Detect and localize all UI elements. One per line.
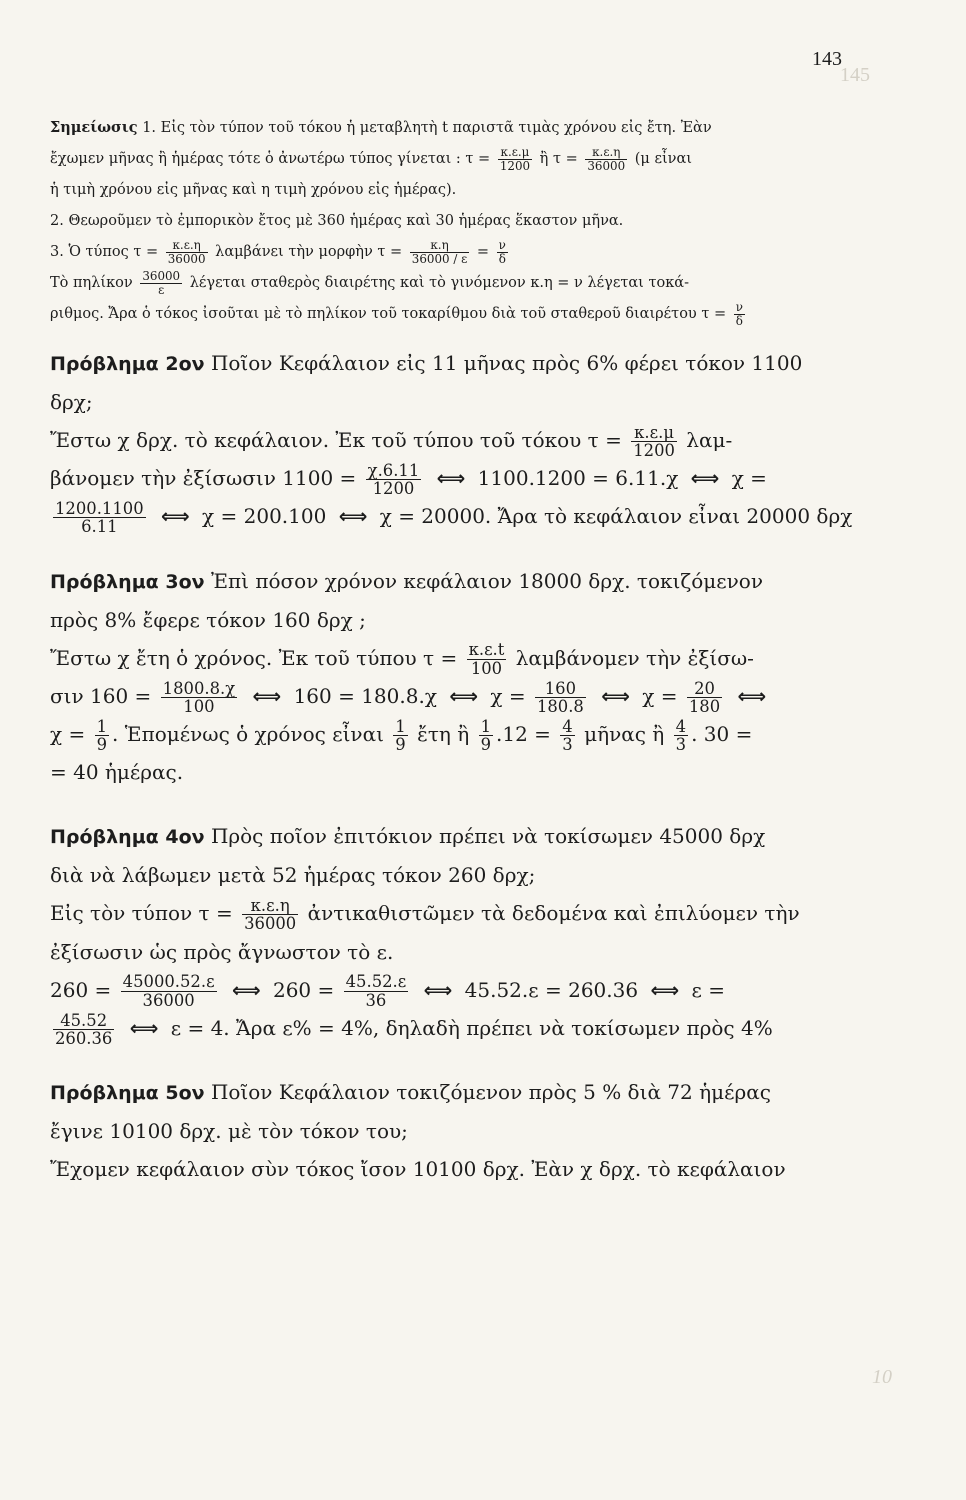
fraction [53, 500, 146, 535]
denominator: 36000 [142, 990, 195, 1010]
denominator: 6.11 [81, 517, 118, 537]
step-text: ε = [691, 977, 725, 1002]
numerator: 45.52 [53, 1012, 114, 1030]
fraction [166, 239, 208, 265]
fraction [560, 718, 574, 753]
problem-3-question-end: πρὸς 8% ἔφερε τόκον 160 δρχ ; [50, 607, 366, 632]
problem-2-title: Πρόβλημα 2ον [50, 353, 205, 375]
equivalence-arrow: ⟺ [449, 683, 478, 708]
step-text: ἔτη ἢ [417, 722, 470, 747]
problem-4-question-text: Πρὸς ποῖον ἐπιτόκιον πρέπει νὰ τοκίσωμεν 45000 δρχ [210, 824, 766, 849]
equivalence-arrow: ⟺ [601, 683, 630, 708]
equivalence-arrow: ⟺ [650, 977, 680, 1002]
denominator: 36 [365, 990, 387, 1010]
problem-5-step-1: Ἔχομεν κεφάλαιον σὺν τόκος ἴσον 10100 δρχ. Ἐὰν χ δρχ. τὸ κεφάλαιον [50, 1156, 786, 1181]
fraction [161, 680, 238, 715]
note-3-line-2 [50, 268, 885, 299]
fraction [140, 270, 182, 296]
fraction [53, 1012, 114, 1047]
numerator: 1 [395, 716, 406, 736]
numerator: κ.ε.η [166, 239, 208, 252]
numerator: κ.ε.μ [631, 424, 677, 442]
numerator: 36000 [142, 269, 181, 284]
note-3-line-3 [50, 299, 885, 330]
numerator: κ.ε.μ [498, 146, 532, 159]
step-text: ε = 4. Ἄρα ε% = 4%, δηλαδὴ πρέπει νὰ τοκίσωμεν πρὸς 4% [170, 1015, 773, 1040]
denominator: 9 [480, 735, 492, 755]
problem-4-step-1 [50, 894, 885, 932]
numerator: 1 [480, 716, 492, 736]
step-text: 260 = [272, 977, 335, 1002]
fraction [498, 146, 532, 172]
step-text: μῆνας ἢ [584, 722, 665, 747]
problem-5-question-text: Ποῖον Κεφάλαιον τοκιζόμενον πρὸς 5 % διὰ 72 ἡμέρας [210, 1079, 771, 1104]
numerator: 160 [535, 680, 586, 698]
note-2: 2. Θεωροῦμεν τὸ ἐμπορικὸν ἔτος μὲ 360 ἡμέρας καὶ 30 ἡμέρας ἕκαστον μῆνα. [50, 213, 624, 229]
denominator: 36000 [244, 914, 297, 934]
step-text: . Ἑπομένως ὁ χρόνος εἶναι [112, 722, 384, 747]
fraction [242, 897, 298, 932]
equals-sign: = [476, 244, 490, 260]
problem-2-step-2 [50, 459, 885, 497]
numerator: 45000.52.ε [122, 972, 215, 992]
problem-5-question-end: ἔγινε 10100 δρχ. μὲ τὸν τόκον του; [50, 1118, 408, 1143]
denominator: 100 [183, 696, 215, 716]
bleed-through-page-number: 145 [840, 64, 870, 86]
numerator: κ.ε.t [468, 640, 505, 660]
step-text: 1100.1200 = 6.11.χ [477, 466, 679, 491]
notes-section [50, 112, 885, 330]
fraction [366, 462, 422, 497]
step-text: σιν 160 = [50, 683, 152, 708]
note-1-line-3: ἡ τιμὴ χρόνου εἰς μῆνας καὶ η τιμὴ χρόνου εἰς ἡμέρας). [50, 182, 457, 198]
note-1-text: 1. Εἰς τὸν τύπον τοῦ τόκου ἡ μεταβλητὴ t παριστᾶ τιμὰς χρόνου εἰς ἔτη. Ἐὰν [142, 120, 712, 136]
step-text: Ἔστω χ δρχ. τὸ κεφάλαιον. Ἐκ τοῦ τύπου τοῦ τόκου τ = [50, 428, 622, 452]
equivalence-arrow: ⟺ [338, 504, 368, 529]
equivalence-arrow: ⟺ [252, 683, 282, 708]
denominator: 3 [675, 735, 687, 755]
fraction [95, 718, 109, 753]
problem-3-step-1 [50, 639, 885, 677]
note-1-line-1 [50, 112, 885, 144]
denominator: 1200 [633, 441, 675, 460]
step-text: ἀντικαθιστῶμεν τὰ δεδομένα καὶ ἐπιλύομεν τὴν [307, 901, 800, 926]
numerator: 1200.1100 [55, 499, 144, 519]
numerator: ν [735, 300, 743, 315]
denominator: 9 [96, 735, 108, 755]
problem-3-step-2 [50, 677, 885, 715]
problem-4-step-3 [50, 971, 885, 1009]
problem-5 [50, 1073, 885, 1188]
step-text: λαμβάνομεν τὴν ἐξίσω- [515, 645, 754, 670]
denominator: 260.36 [55, 1028, 113, 1048]
equivalence-arrow: ⟺ [161, 504, 190, 529]
fraction [497, 239, 508, 265]
step-text: χ = 200.100 [202, 504, 327, 529]
page-number: 143 [812, 48, 842, 70]
fraction [687, 680, 722, 715]
problem-3 [50, 562, 885, 792]
denominator: 3 [562, 735, 573, 755]
problem-2-question-text: Ποῖον Κεφάλαιον εἰς 11 μῆνας πρὸς 6% φέρει τόκον 1100 [210, 351, 803, 375]
problem-5-question [50, 1073, 885, 1112]
problem-4 [50, 817, 885, 1047]
fraction [585, 146, 627, 172]
problem-3-title: Πρόβλημα 3ον [50, 570, 205, 593]
problem-3-question-text: Ἐπὶ πόσον χρόνον κεφάλαιον 18000 δρχ. τοκιζόμενον [210, 568, 763, 593]
fraction [121, 973, 217, 1008]
fraction [535, 680, 586, 715]
problem-2-question [50, 344, 885, 383]
denominator: 180.8 [536, 696, 584, 716]
step-text: . 30 = [691, 722, 753, 747]
step-text: χ = [50, 722, 86, 747]
problem-4-step-2: ἐξίσωσιν ὡς πρὸς ἄγνωστον τὸ ε. [50, 939, 394, 964]
denominator: 36000 [167, 251, 206, 266]
step-text: 160 = 180.8.χ [293, 683, 437, 708]
equivalence-arrow: ⟺ [436, 466, 466, 491]
fraction [393, 718, 407, 753]
step-text: λαμ- [686, 428, 733, 452]
page-content [50, 112, 885, 1214]
note-3-text-c: Τὸ πηλίκον [50, 275, 133, 291]
problem-3-step-4: = 40 ἡμέρας. [50, 760, 184, 785]
fraction [479, 718, 493, 753]
fraction [410, 239, 469, 265]
denominator: 1200 [372, 479, 415, 499]
equivalence-arrow: ⟺ [690, 466, 720, 491]
numerator: 20 [687, 680, 722, 698]
step-text: Ἔστω χ ἔτη ὁ χρόνος. Ἐκ τοῦ τύπου τ = [50, 645, 458, 670]
notes-title: Σημείωσις [50, 119, 138, 136]
step-text: 45.52.ε = 260.36 [464, 977, 639, 1002]
step-text: χ = 20000. Ἄρα τὸ κεφάλαιον εἶναι 20000 δρχ [379, 504, 853, 529]
numerator: χ.6.11 [367, 461, 420, 480]
numerator: 4 [562, 716, 573, 736]
numerator: κ.ε.η [585, 146, 627, 159]
denominator: 36000 [587, 158, 626, 173]
equivalence-arrow: ⟺ [231, 977, 261, 1002]
problem-4-step-4 [50, 1009, 885, 1047]
note-3-text-d: λέγεται σταθερὸς διαιρέτης καὶ τὸ γινόμενον κ.η = ν λέγεται τοκά- [189, 275, 689, 291]
problem-4-question-end: διὰ νὰ λάβωμεν μετὰ 52 ἡμέρας τόκον 260 δρχ; [50, 863, 536, 888]
step-text: χ = [490, 683, 526, 708]
problem-4-question [50, 817, 885, 856]
denominator: 9 [395, 735, 406, 755]
denominator: 100 [470, 658, 503, 678]
note-1-paren: (μ εἶναι [634, 151, 692, 167]
fraction [344, 973, 409, 1008]
note-1-text-b: ἔχωμεν μῆνας ἢ ἡμέρας τότε ὁ ἀνωτέρω τύπος γίνεται : τ = [50, 151, 491, 167]
numerator: 1 [96, 716, 108, 736]
fraction [631, 424, 677, 459]
problem-5-title: Πρόβλημα 5ον [50, 1081, 205, 1104]
problem-2 [50, 344, 885, 536]
problem-3-question [50, 562, 885, 601]
equivalence-arrow: ⟺ [737, 683, 767, 708]
numerator: 1800.8.χ [162, 678, 236, 698]
numerator: 4 [675, 716, 687, 736]
note-3-text-b: λαμβάνει τὴν μορφὴν τ = [215, 244, 403, 260]
step-text: βάνομεν τὴν ἐξίσωσιν 1100 = [50, 466, 357, 491]
denominator: ε [158, 282, 165, 297]
numerator: ν [498, 238, 506, 253]
numerator: κ.ε.η [242, 897, 298, 915]
step-text: .12 = [496, 722, 551, 747]
numerator: κ.η [410, 239, 469, 252]
problem-3-step-3 [50, 715, 885, 753]
fraction [467, 641, 507, 676]
bleed-through-footer-mark: 10 [872, 1366, 892, 1388]
problem-4-title: Πρόβλημα 4ον [50, 826, 205, 849]
note-3-text-e: ριθμος. Ἄρα ὁ τόκος ἰσοῦται μὲ τὸ πηλίκον τοῦ τοκαρίθμου διὰ τοῦ σταθεροῦ διαιρέτου τ = [50, 306, 727, 322]
denominator: 36000 / ε [411, 251, 468, 266]
note-3-line-1 [50, 237, 885, 268]
note-1-or: ἢ τ = [539, 151, 578, 167]
numerator: 45.52.ε [345, 972, 407, 992]
problem-2-question-end: δρχ; [50, 390, 93, 414]
denominator: 1200 [499, 158, 531, 173]
denominator: 180 [688, 696, 721, 716]
step-text: Εἰς τὸν τύπον τ = [50, 901, 233, 926]
step-text: 260 = [50, 977, 112, 1002]
problem-2-step-3 [50, 497, 885, 535]
step-text: χ = [731, 466, 767, 491]
fraction [734, 301, 745, 327]
note-3-text-a: 3. Ὁ τύπος τ = [50, 244, 159, 260]
note-1-line-2 [50, 144, 885, 175]
fraction [674, 718, 688, 753]
problem-2-step-1 [50, 421, 885, 459]
equivalence-arrow: ⟺ [129, 1015, 159, 1040]
step-text: χ = [642, 683, 678, 708]
denominator: δ [498, 251, 506, 266]
equivalence-arrow: ⟺ [423, 977, 453, 1002]
denominator: δ [735, 313, 743, 328]
